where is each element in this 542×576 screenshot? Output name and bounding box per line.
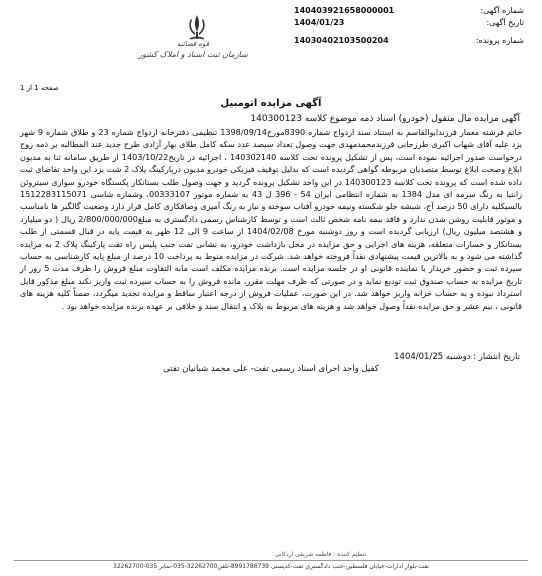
organization-name: سازمان ثبت اسناد و املاک کشور (138, 50, 248, 59)
government-label: قوه قضائیه (176, 40, 210, 48)
organization-block (128, 40, 258, 59)
case-number: 14030402103500204 (294, 36, 389, 45)
notice-number-label: شماره آگهی: (480, 6, 524, 15)
footer-address: تفت-بلوار ادارات-خیابان فلسطین-جنب دادگستری تفت-کدپستی 8991786739-تلفن32262700-035-نمابر 035-32262700 (113, 563, 429, 570)
notice-body: خانم فرشته معمار فرزندابوالقاسم به استناد سند ازدواج شماره 8390مورخ1398/09/14 تنظیمی دفترخانه ازدواج شماره 23 و طلاق شماره 9 شهر یزد علیه آقای شهاب اکبری طرزجانی فرزندمحمدمهدی جهت وصول تعداد سیصد عدد سکه کامل طلای بهار آزادی طرح جدید عند المطالبه بر ذمه زوج درخواست صدور اجرائیه نموده است، پس از تشکیل پرونده تحت کلاسه 140302140 ، اجرائیه در تاریخ1403/10/22 از طریق سامانه ثنا به مدیون ابلاغ وصحت ابلاغ توسط متصدیان مربوطه گواهی گردیده است که بدلیل توقیف فیزیکی خودرو مدیون درپارکینگ پلاک 2 شت یزد این واحد تقاضای ثبت داده شده است که پرونده تحت کلاسه 140300123 در این واحد تشکیل پرونده گردید و جهت وصول طلب بستانکار پکستگاه خودرو سواری سیتروئن زانتیا به رنگ سرمه ای مدل 1384 به شماره انتظامی ایران 54 - 396 ل 43 به شماره موتور 00333107، وشماره شاسی 1512283115071 بالسیکلیه دارای 50 درصد آج، شیشه جلو شکسته ونیمه خودرو آفتاب سوخته و نیاز به رنگ آمیزی وصافکاری کامل قرار دارد وضعیت گالگیر ها نامناسب و موتور قابلیت روشن شدن ندارد و فاقد بیمه نامه شخص ثالث است و توسط کارشناس رسمی دادگستری به مبلغ2/800/000/000 ریال ( دو میلیارد و هشتصد میلیون ریال) ارزیابی گردیده است و روز دوشنبه مورخ 1404/02/08 از ساعت 9 الی 12 ظهر به قیمت پایه در قبال قسمتی از طلب بستانکار و خسارات متعلقه، هزینه های اجرایی و حق مزایده در محل بازداشت خودرو، به نشانی تفت جنب پلیس راه تفت پارکینگ پلاک 2 به مزایده گذاشته می شود و به بالاترین قیمت پیشنهادی نقداً فروخته خواهد شد. شرکت در مزایده منوط به پرداخت 10 درصد از مبلغ پایه کارشناسی به حساب سپرده ثبت و حضور خریدار یا نماینده قانونی او در جلسه مزایده است. برنده مزایده مکلف است مابه التفاوت مبلغ فروش را ظرف مدت 5 روز از تاریخ مزایده به حساب صندوق ثبت تودیع نماید و در صورتی که ظرف مهلت مقرر، مانده فروش را به حساب سپرده ثبت واریز نکند مبلغ مذکور قابل استرداد نبوده و به حساب خزانه واریز خواهد شد. در این صورت، عملیات فروش از درجه اعتبار ساقط و مزایده تجدید میگردد، ضمناً کلیه هزینه های قانونی ، نیم عشر و حق مزایده نقداً وصول خواهد شد و هزینه های مربوط به پلاک و انتقال سند و خلافی بر عهده برنده مزایده خواهد بود . (20, 127, 523, 311)
notice-number-row (294, 5, 524, 17)
page-number: صفحه 1 از 1 (20, 84, 59, 92)
iran-emblem-icon (182, 12, 212, 42)
footer-preparer: تنظیم کننده : فاطمه شریفی اردکانی (274, 551, 366, 558)
notice-date-row (294, 17, 524, 29)
notice-meta (294, 5, 524, 47)
notice-subject: آگهی مزایده مال منقول (خودرو) اسناد ذمه موضوع کلاسه 140300123 (250, 114, 520, 124)
publish-line (394, 352, 520, 362)
case-number-row (294, 35, 524, 47)
publish-date: 1404/01/25 (394, 352, 444, 362)
signer: کفیل واحد اجرای اسناد رسمی تفت- علی محمد شبانیان تفتی (163, 364, 379, 374)
footer-divider (14, 560, 528, 561)
notice-title: آگهی مزایده اتومبیل (220, 98, 322, 109)
publish-label: تاریخ انتشار : دوشنبه (445, 352, 520, 362)
notice-number: 140403921658000001 (294, 6, 395, 15)
case-number-label: شماره پرونده: (475, 36, 524, 45)
notice-date-label: تاریخ آگهی: (486, 18, 524, 27)
notice-date: 1404/01/23 (294, 18, 345, 27)
